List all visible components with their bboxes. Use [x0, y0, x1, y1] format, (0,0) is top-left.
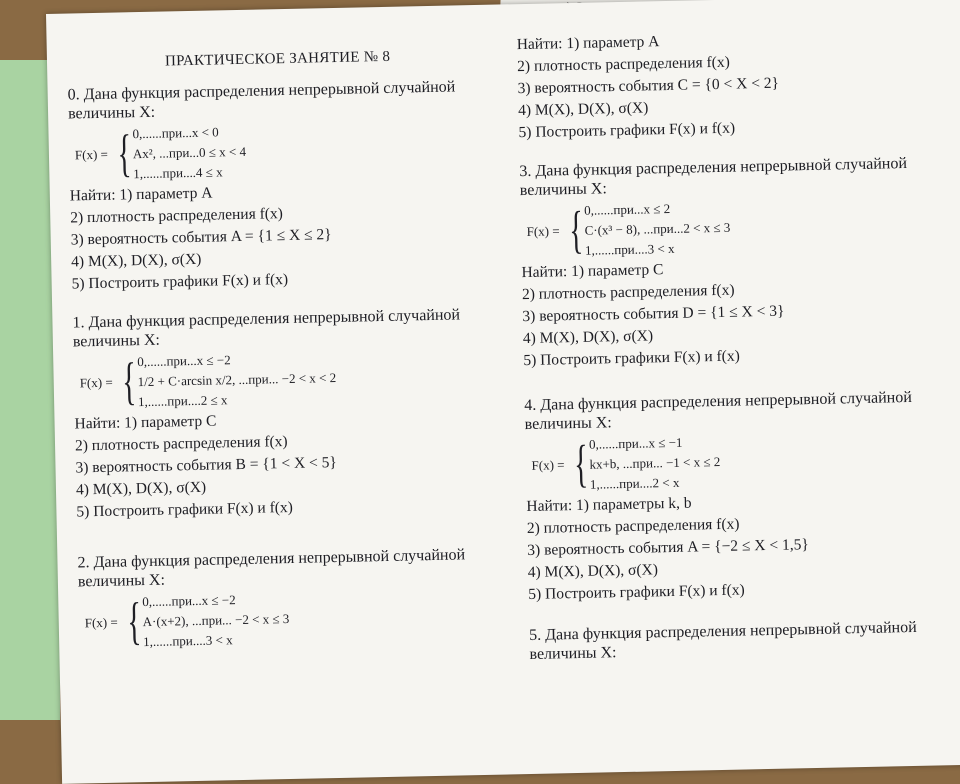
task-0: [68, 76, 512, 295]
task-item: 4) M(X), D(X), σ(X): [75, 478, 207, 499]
task-item: 5) Построить графики F(x) и f(x): [518, 119, 736, 142]
task-item: 2) плотность распределения f(x): [74, 433, 288, 455]
task-item: 2) плотность распределения f(x): [521, 281, 735, 304]
task-3: [519, 153, 960, 372]
brace-icon: {: [573, 435, 589, 494]
worksheet-page: [46, 0, 960, 784]
distribution-formula: [79, 346, 514, 411]
task-item: Найти: 1) параметры k, b: [526, 494, 692, 516]
task-2-continued: [517, 25, 959, 144]
task-item: 2) плотность распределения f(x): [526, 515, 740, 538]
formula-lhs: F(x) =: [526, 223, 560, 239]
task-heading: 3. Дана функция распределения непрерывной случайной величины X:: [519, 155, 908, 200]
task-item: 4) M(X), D(X), σ(X): [517, 99, 649, 120]
task-item: Найти: 1) параметр C: [74, 412, 217, 433]
brace-icon: {: [116, 125, 132, 183]
task-1: [72, 304, 516, 523]
distribution-formula: [74, 118, 509, 183]
distribution-formula: [84, 586, 519, 651]
task-item: 5) Построить графики F(x) и f(x): [528, 581, 745, 604]
task-item: 3) вероятность события D = {1 ≤ X < 3}: [522, 302, 785, 326]
task-item: 2) плотность распределения f(x): [517, 53, 730, 76]
task-item: Найти: 1) параметр A: [516, 33, 660, 54]
formula-lhs: F(x) =: [79, 374, 113, 391]
formula-case: 0,......при...x ≤ 2: [584, 200, 671, 218]
formula-case: 1/2 + C·arcsin x/2, ...при... −2 < x < 2: [137, 370, 337, 390]
task-item: 5) Построить графики F(x) и f(x): [76, 498, 294, 521]
formula-lhs: F(x) =: [74, 146, 109, 163]
brace-icon: {: [568, 201, 584, 260]
formula-case: 1,......при....3 < x: [584, 240, 675, 258]
task-item: 3) вероятность события A = {1 ≤ X ≤ 2}: [70, 226, 332, 249]
distribution-formula: [526, 195, 960, 260]
task-item: 5) Построить графики F(x) и f(x): [71, 270, 289, 293]
task-heading: 5. Дана функция распределения непрерывной случайной величины X:: [528, 618, 917, 664]
task-item: 3) вероятность события B = {1 < X < 5}: [75, 454, 338, 477]
formula-lhs: F(x) =: [531, 457, 565, 473]
formula-case: A·(x+2), ...при... −2 < x ≤ 3: [142, 611, 290, 630]
formula-case: 0,......при...x ≤ −2: [142, 592, 236, 610]
task-item: Найти: 1) параметр C: [521, 261, 664, 282]
task-item: 5) Построить графики F(x) и f(x): [523, 347, 740, 370]
task-2: [77, 544, 519, 653]
task-5: [529, 617, 960, 664]
task-item: 4) M(X), D(X), σ(X): [522, 327, 654, 348]
task-heading: 0. Дана функция распределения непрерывной случайной величины X:: [67, 78, 456, 123]
task-4: [524, 387, 960, 606]
brace-icon: {: [121, 353, 137, 411]
page-title: ПРАКТИЧЕСКОЕ ЗАНЯТИЕ № 8: [164, 48, 391, 70]
formula-case: 0,......при...x < 0: [132, 124, 219, 142]
formula-case: 1,......при....2 ≤ x: [137, 392, 228, 410]
formula-case: C·(x³ − 8), ...при...2 < x ≤ 3: [584, 219, 731, 238]
task-item: 4) M(X), D(X), σ(X): [71, 250, 202, 271]
formula-case: Ax², ...при...0 ≤ x < 4: [132, 143, 247, 162]
task-heading: 1. Дана функция распределения непрерывной случайной величины X:: [72, 306, 461, 351]
formula-case: 1,......при....2 < x: [589, 474, 680, 492]
formula-lhs: F(x) =: [84, 614, 118, 631]
formula-case: 0,......при...x ≤ −2: [137, 352, 231, 370]
task-item: Найти: 1) параметр A: [69, 184, 213, 205]
task-item: 3) вероятность события C = {0 < X < 2}: [517, 74, 780, 98]
task-item: 3) вероятность события A = {−2 ≤ X < 1,5}: [527, 536, 810, 560]
formula-case: 1,......при....3 < x: [142, 632, 233, 650]
task-item: 2) плотность распределения f(x): [70, 205, 284, 227]
task-item: 4) M(X), D(X), σ(X): [527, 561, 659, 582]
task-heading: 2. Дана функция распределения непрерывной случайной величины X:: [77, 546, 466, 591]
formula-case: 0,......при...x ≤ −1: [588, 434, 683, 452]
formula-case: 1,......при....4 ≤ x: [133, 164, 223, 182]
task-heading: 4. Дана функция распределения непрерывной случайной величины X:: [524, 388, 913, 434]
distribution-formula: [531, 429, 960, 494]
brace-icon: {: [126, 593, 142, 651]
formula-case: kx+b, ...при... −1 < x ≤ 2: [589, 453, 721, 472]
